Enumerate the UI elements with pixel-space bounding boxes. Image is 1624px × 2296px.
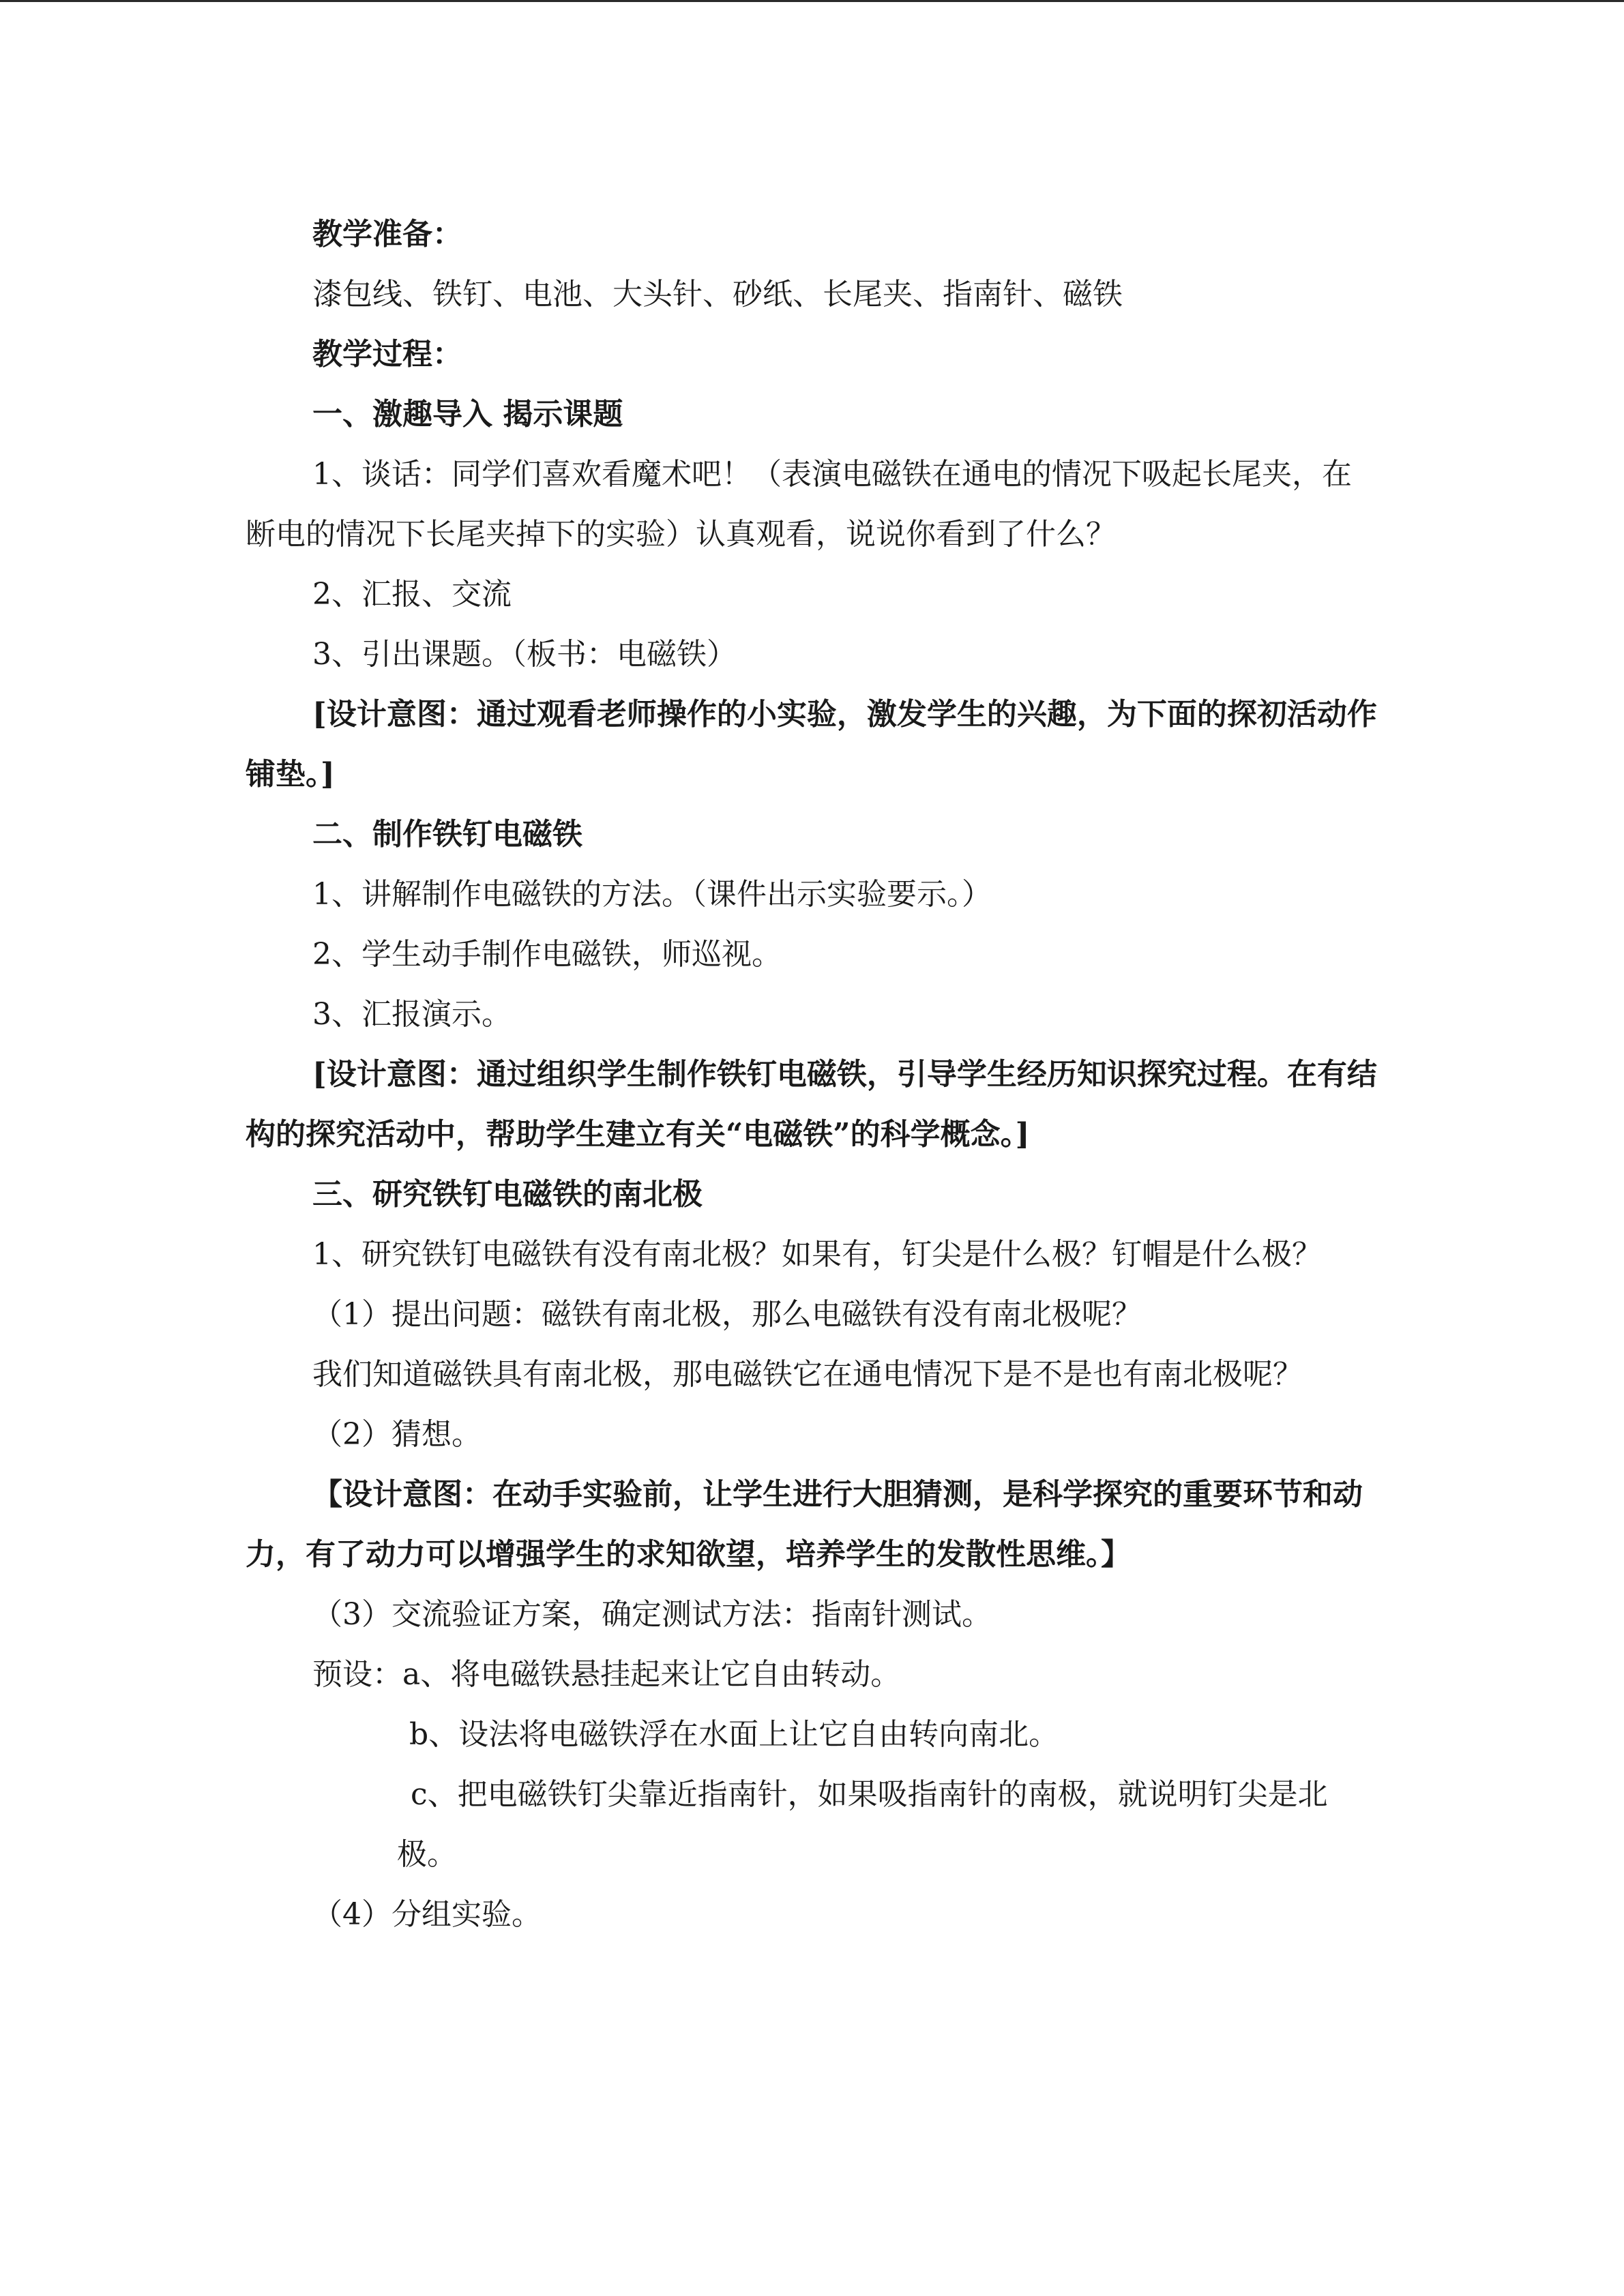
design-intent-1: [设计意图：通过观看老师操作的小实验，激发学生的兴趣，为下面的探初活动作铺垫。] (246, 697, 1377, 792)
section-2-title: 二、制作铁钉电磁铁 (312, 817, 582, 852)
design-intent-3: 【设计意图：在动手实验前，让学生进行大胆猜测，是科学探究的重要环节和动力，有了动力可以增强学生的求知欲望，培养学生的发散性思维。】 (246, 1477, 1363, 1572)
step-1-2: 2、汇报、交流 (312, 577, 512, 612)
step-3-1-group-experiment: （4）分组实验。 (312, 1897, 542, 1932)
preset-option-c: c、把电磁铁钉尖靠近指南针，如果吸指南针的南极，就说明钉尖是北极。 (397, 1777, 1328, 1872)
heading-teaching-process: 教学过程： (312, 337, 462, 372)
section-1-title: 一、激趣导入 揭示课题 (312, 397, 623, 432)
step-3-1-explanation: 我们知道磁铁具有南北极，那电磁铁它在通电情况下是不是也有南北极呢？ (312, 1357, 1303, 1392)
step-2-2: 2、学生动手制作电磁铁，师巡视。 (312, 937, 782, 972)
step-2-1: 1、讲解制作电磁铁的方法。（课件出示实验要示。） (312, 877, 992, 912)
step-3-1-guess: （2）猜想。 (312, 1417, 482, 1452)
design-intent-2: [设计意图：通过组织学生制作铁钉电磁铁，引导学生经历知识探究过程。在有结构的探究活动中，帮助学生建立有关“电磁铁”的科学概念。] (246, 1057, 1377, 1152)
page-top-border (0, 0, 1624, 2)
preset-option-a: 预设：a、将电磁铁悬挂起来让它自由转动。 (312, 1657, 901, 1692)
step-3-1-question: （1）提出问题：磁铁有南北极，那么电磁铁有没有南北极呢？ (312, 1297, 1142, 1332)
document-body (246, 205, 1378, 1945)
step-1-1: 1、谈话：同学们喜欢看魔术吧！（表演电磁铁在通电的情况下吸起长尾夹，在断电的情况下长尾夹掉下的实验）认真观看，说说你看到了什么？ (246, 457, 1352, 552)
materials-list: 漆包线、铁钉、电池、大头针、砂纸、长尾夹、指南针、磁铁 (312, 277, 1123, 312)
step-1-3: 3、引出课题。（板书：电磁铁） (312, 637, 737, 672)
step-3-1: 1、研究铁钉电磁铁有没有南北极？如果有，钉尖是什么极？钉帽是什么极？ (312, 1237, 1322, 1272)
preset-option-b: b、设法将电磁铁浮在水面上让它自由转向南北。 (409, 1717, 1059, 1752)
step-2-3: 3、汇报演示。 (312, 997, 512, 1032)
heading-teaching-preparation: 教学准备： (312, 217, 462, 252)
section-3-title: 三、研究铁钉电磁铁的南北极 (312, 1177, 703, 1212)
step-3-1-plan: （3）交流验证方案，确定测试方法：指南针测试。 (312, 1597, 992, 1632)
